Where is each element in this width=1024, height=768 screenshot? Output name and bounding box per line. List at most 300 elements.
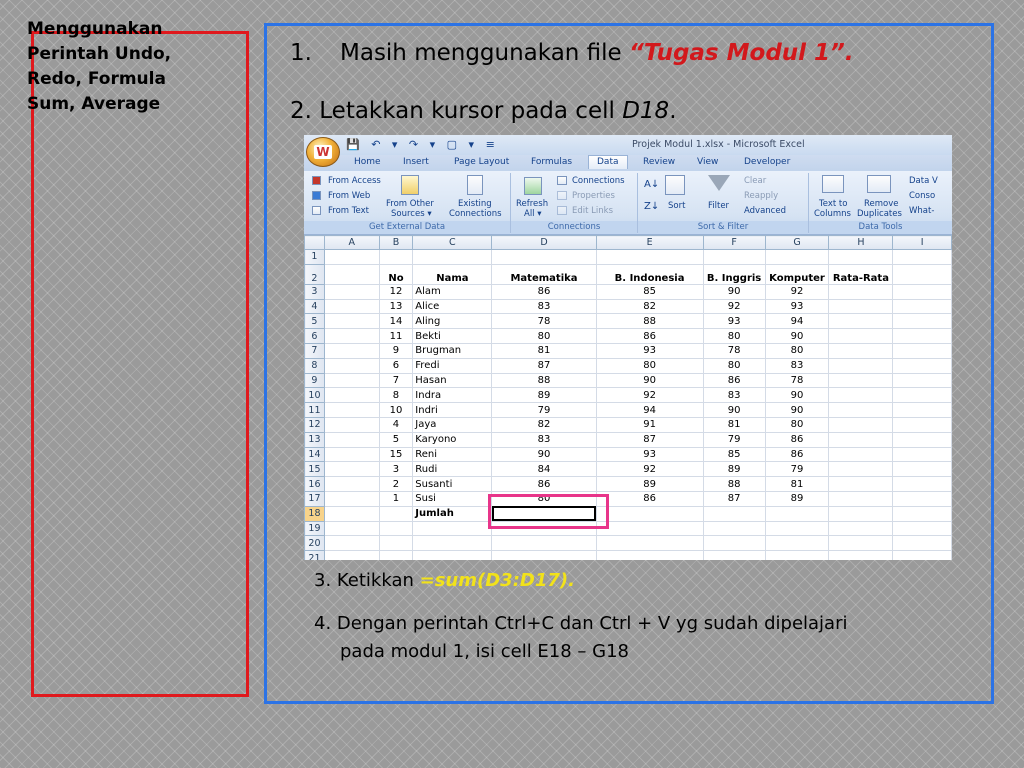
- cell[interactable]: [379, 521, 413, 536]
- row-header[interactable]: 10: [305, 388, 325, 403]
- cell-b-indonesia[interactable]: 86: [596, 329, 703, 344]
- cell[interactable]: [893, 477, 952, 492]
- cell-no[interactable]: 4: [379, 417, 413, 432]
- cell[interactable]: [829, 536, 893, 551]
- cell-matematika[interactable]: 80: [492, 329, 596, 344]
- cell-komputer[interactable]: 90: [765, 329, 829, 344]
- step-4-line-2: pada modul 1, isi cell E18 – G18: [340, 641, 630, 662]
- cell[interactable]: [324, 314, 379, 329]
- cell[interactable]: [703, 551, 765, 560]
- cell-rata-rata[interactable]: [829, 491, 893, 506]
- column-header-i[interactable]: I: [893, 236, 952, 250]
- cell-nama[interactable]: Jaya: [413, 417, 492, 432]
- text-to-columns-icon: [822, 175, 844, 193]
- refresh-label-1[interactable]: Refresh: [516, 199, 549, 209]
- remove-label-2[interactable]: Duplicates: [857, 209, 902, 219]
- cell-b-indonesia[interactable]: 93: [596, 343, 703, 358]
- from-web-button[interactable]: From Web: [328, 191, 371, 201]
- cell[interactable]: [765, 536, 829, 551]
- window-title: Projek Modul 1.xlsx - Microsoft Excel: [632, 139, 805, 150]
- cell[interactable]: [324, 264, 379, 284]
- cell[interactable]: [893, 491, 952, 506]
- cell[interactable]: [324, 551, 379, 560]
- spreadsheet-grid: [304, 235, 952, 560]
- cell-b-inggris[interactable]: 87: [703, 491, 765, 506]
- cell-no[interactable]: 13: [379, 299, 413, 314]
- cell[interactable]: [413, 250, 492, 265]
- column-header-g[interactable]: G: [765, 236, 829, 250]
- properties-icon: [557, 191, 567, 200]
- cell[interactable]: [324, 250, 379, 265]
- cell[interactable]: [413, 551, 492, 560]
- tab-page-layout[interactable]: Page Layout: [454, 157, 510, 167]
- header-no[interactable]: No: [379, 264, 413, 284]
- cell-nama[interactable]: Hasan: [413, 373, 492, 388]
- step-1-filename: “Tugas Modul 1”.: [629, 40, 854, 66]
- row-header[interactable]: 4: [305, 299, 325, 314]
- cell-b-indonesia[interactable]: 86: [596, 491, 703, 506]
- cell[interactable]: [379, 551, 413, 560]
- cell[interactable]: [893, 462, 952, 477]
- cell[interactable]: [324, 536, 379, 551]
- cell-rata-rata[interactable]: [829, 284, 893, 299]
- table-row: [305, 373, 952, 388]
- cell[interactable]: [324, 329, 379, 344]
- cell-matematika[interactable]: 82: [492, 417, 596, 432]
- cell-no[interactable]: 8: [379, 388, 413, 403]
- row-header[interactable]: 1: [305, 250, 325, 265]
- cell-komputer[interactable]: 80: [765, 343, 829, 358]
- row-header[interactable]: 16: [305, 477, 325, 492]
- cell-rata-rata[interactable]: [829, 388, 893, 403]
- cell[interactable]: [492, 250, 596, 265]
- cell[interactable]: [829, 521, 893, 536]
- cell-rata-rata[interactable]: [829, 462, 893, 477]
- cell-b-indonesia[interactable]: 90: [596, 373, 703, 388]
- clear-button[interactable]: Clear: [744, 176, 767, 186]
- cell[interactable]: [765, 250, 829, 265]
- cell[interactable]: [765, 506, 829, 521]
- cell-matematika[interactable]: 78: [492, 314, 596, 329]
- row-header[interactable]: 2: [305, 264, 325, 284]
- cell-no[interactable]: 3: [379, 462, 413, 477]
- group-data-tools: Data Tools: [809, 221, 952, 234]
- cell-no[interactable]: 7: [379, 373, 413, 388]
- sort-icon: [665, 175, 685, 195]
- cell-nama[interactable]: Rudi: [413, 462, 492, 477]
- table-row: [305, 551, 952, 560]
- cell-nama[interactable]: Brugman: [413, 343, 492, 358]
- table-row: [305, 536, 952, 551]
- cell[interactable]: [596, 536, 703, 551]
- cell[interactable]: [893, 299, 952, 314]
- cell[interactable]: [893, 373, 952, 388]
- header-komputer[interactable]: Komputer: [765, 264, 829, 284]
- column-header-c[interactable]: C: [413, 236, 492, 250]
- step-2-end: .: [669, 98, 677, 124]
- step-4: [314, 610, 974, 666]
- cell-no[interactable]: 14: [379, 314, 413, 329]
- row-header[interactable]: 3: [305, 284, 325, 299]
- access-icon: [312, 176, 321, 185]
- cell[interactable]: [324, 388, 379, 403]
- cell-rata-rata[interactable]: [829, 447, 893, 462]
- row-header[interactable]: 21: [305, 551, 325, 560]
- cell-b-inggris[interactable]: 92: [703, 299, 765, 314]
- office-logo-icon: W: [316, 145, 330, 159]
- row-header[interactable]: 8: [305, 358, 325, 373]
- cell[interactable]: [893, 432, 952, 447]
- from-text-button[interactable]: From Text: [328, 206, 369, 216]
- quick-access-toolbar[interactable]: 💾 ↶ ▾ ↷ ▾ ▢ ▾ ≡: [346, 138, 499, 151]
- cell-b-inggris[interactable]: 86: [703, 373, 765, 388]
- worksheet: [304, 235, 952, 560]
- web-icon: [312, 191, 321, 200]
- filter-icon: [708, 175, 730, 191]
- row-header[interactable]: 9: [305, 373, 325, 388]
- table-row-jumlah: [305, 506, 952, 521]
- cell-nama[interactable]: Susi: [413, 491, 492, 506]
- cell-rata-rata[interactable]: [829, 373, 893, 388]
- cell[interactable]: [893, 536, 952, 551]
- cell[interactable]: [893, 447, 952, 462]
- cell-matematika[interactable]: 86: [492, 477, 596, 492]
- cell[interactable]: [324, 477, 379, 492]
- cell-b-inggris[interactable]: 89: [703, 462, 765, 477]
- row-header[interactable]: 11: [305, 403, 325, 418]
- cell[interactable]: [379, 250, 413, 265]
- cell[interactable]: [379, 506, 413, 521]
- tab-review[interactable]: Review: [643, 157, 676, 167]
- table-row: [305, 388, 952, 403]
- existing-label-2[interactable]: Connections: [449, 209, 502, 219]
- cell-nama[interactable]: Alice: [413, 299, 492, 314]
- cell-matematika[interactable]: 83: [492, 432, 596, 447]
- cell-matematika[interactable]: 90: [492, 447, 596, 462]
- cell-rata-rata[interactable]: [829, 432, 893, 447]
- cell-b-inggris[interactable]: 85: [703, 447, 765, 462]
- cell[interactable]: [324, 491, 379, 506]
- cell-b-inggris[interactable]: 79: [703, 432, 765, 447]
- cell-b-indonesia[interactable]: 80: [596, 358, 703, 373]
- cell[interactable]: [893, 388, 952, 403]
- row-header[interactable]: 6: [305, 329, 325, 344]
- cell-no[interactable]: 10: [379, 403, 413, 418]
- tab-insert[interactable]: Insert: [403, 157, 429, 167]
- cell-b-indonesia[interactable]: 87: [596, 432, 703, 447]
- table-row: [305, 358, 952, 373]
- cell-matematika[interactable]: 83: [492, 299, 596, 314]
- cell[interactable]: [893, 417, 952, 432]
- row-header[interactable]: 13: [305, 432, 325, 447]
- select-all-corner[interactable]: [305, 236, 325, 250]
- from-access-button[interactable]: From Access: [328, 176, 381, 186]
- cell-nama[interactable]: Aling: [413, 314, 492, 329]
- header-rata-rata[interactable]: Rata-Rata: [829, 264, 893, 284]
- connections-button[interactable]: Connections: [572, 176, 625, 186]
- tab-home[interactable]: Home: [354, 157, 381, 167]
- cell-nama[interactable]: Karyono: [413, 432, 492, 447]
- header-nama[interactable]: Nama: [413, 264, 492, 284]
- office-button[interactable]: [306, 137, 340, 167]
- cell-b-inggris[interactable]: 81: [703, 417, 765, 432]
- cell-b-indonesia[interactable]: 89: [596, 477, 703, 492]
- cell-nama[interactable]: Alam: [413, 284, 492, 299]
- cell-b-inggris[interactable]: 88: [703, 477, 765, 492]
- cell-b-indonesia[interactable]: 88: [596, 314, 703, 329]
- cell-rata-rata[interactable]: [829, 417, 893, 432]
- row-header[interactable]: 18: [305, 506, 325, 521]
- cell-rata-rata[interactable]: [829, 343, 893, 358]
- table-row: [305, 491, 952, 506]
- cell[interactable]: [765, 551, 829, 560]
- cell[interactable]: [596, 521, 703, 536]
- row-header[interactable]: 15: [305, 462, 325, 477]
- step-3-text: 3. Ketikkan: [314, 570, 420, 591]
- cell-komputer[interactable]: 92: [765, 284, 829, 299]
- cell[interactable]: [893, 521, 952, 536]
- cell[interactable]: [765, 521, 829, 536]
- cell[interactable]: [893, 264, 952, 284]
- text-to-label-2[interactable]: Columns: [814, 209, 851, 219]
- data-validation-button[interactable]: Data V: [909, 176, 938, 186]
- cell[interactable]: [413, 536, 492, 551]
- filter-button[interactable]: Filter: [708, 201, 730, 211]
- step-3-formula: =sum(D3:D17).: [419, 570, 575, 591]
- column-header-h[interactable]: H: [829, 236, 893, 250]
- text-to-label-1[interactable]: Text to: [819, 199, 848, 209]
- data-rows: [305, 284, 952, 506]
- cell-b-indonesia[interactable]: 91: [596, 417, 703, 432]
- cell[interactable]: [703, 506, 765, 521]
- step-1-number: 1.: [290, 40, 312, 66]
- table-row: [305, 284, 952, 299]
- cell-komputer[interactable]: 81: [765, 477, 829, 492]
- highlight-d18-box: [488, 494, 609, 529]
- cell-rata-rata[interactable]: [829, 477, 893, 492]
- table-row: [305, 417, 952, 432]
- advanced-button[interactable]: Advanced: [744, 206, 786, 216]
- row-header[interactable]: 7: [305, 343, 325, 358]
- cell[interactable]: [703, 521, 765, 536]
- sort-za-icon[interactable]: Z↓: [644, 201, 660, 212]
- cell-no[interactable]: 15: [379, 447, 413, 462]
- row-header[interactable]: 14: [305, 447, 325, 462]
- cell[interactable]: [829, 551, 893, 560]
- cell[interactable]: [893, 314, 952, 329]
- tab-data[interactable]: Data: [588, 155, 628, 169]
- cell-nama[interactable]: Fredi: [413, 358, 492, 373]
- cell[interactable]: [324, 506, 379, 521]
- cell[interactable]: [379, 536, 413, 551]
- cell-matematika[interactable]: 86: [492, 284, 596, 299]
- cell-no[interactable]: 6: [379, 358, 413, 373]
- from-other-sources-icon: [401, 175, 419, 195]
- cell-matematika[interactable]: 88: [492, 373, 596, 388]
- tab-formulas[interactable]: Formulas: [531, 157, 573, 167]
- cell-komputer[interactable]: 89: [765, 491, 829, 506]
- cell-b-inggris[interactable]: 80: [703, 358, 765, 373]
- cell-no[interactable]: 9: [379, 343, 413, 358]
- column-header-row: [305, 236, 952, 250]
- cell-no[interactable]: 1: [379, 491, 413, 506]
- cell-b-inggris[interactable]: 78: [703, 343, 765, 358]
- tab-developer[interactable]: Developer: [744, 157, 791, 167]
- cell[interactable]: [893, 358, 952, 373]
- row-header[interactable]: 20: [305, 536, 325, 551]
- header-b-indonesia[interactable]: B. Indonesia: [596, 264, 703, 284]
- cell-matematika[interactable]: 81: [492, 343, 596, 358]
- cell-no[interactable]: 2: [379, 477, 413, 492]
- column-header-a[interactable]: A: [324, 236, 379, 250]
- cell[interactable]: [324, 358, 379, 373]
- row-header[interactable]: 12: [305, 417, 325, 432]
- refresh-label-2[interactable]: All ▾: [524, 209, 542, 219]
- header-b-inggris[interactable]: B. Inggris: [703, 264, 765, 284]
- ribbon-data: [304, 171, 952, 235]
- from-other-label-1[interactable]: From Other: [386, 199, 434, 209]
- cell[interactable]: [596, 506, 703, 521]
- edit-links-button[interactable]: Edit Links: [572, 206, 613, 216]
- table-row: [305, 521, 952, 536]
- cell[interactable]: [324, 417, 379, 432]
- cell-b-inggris[interactable]: 80: [703, 329, 765, 344]
- cell[interactable]: [893, 403, 952, 418]
- cell-komputer[interactable]: 94: [765, 314, 829, 329]
- cell-rata-rata[interactable]: [829, 299, 893, 314]
- header-matematika[interactable]: Matematika: [492, 264, 596, 284]
- cell-b-indonesia[interactable]: 92: [596, 462, 703, 477]
- table-row: [305, 477, 952, 492]
- excel-titlebar: [304, 135, 952, 159]
- from-other-label-2[interactable]: Sources ▾: [391, 209, 432, 219]
- cell-nama[interactable]: Bekti: [413, 329, 492, 344]
- column-header-b[interactable]: B: [379, 236, 413, 250]
- cell-komputer[interactable]: 93: [765, 299, 829, 314]
- existing-connections-icon: [467, 175, 483, 195]
- cell-matematika[interactable]: 79: [492, 403, 596, 418]
- cell[interactable]: [324, 432, 379, 447]
- cell-matematika[interactable]: 84: [492, 462, 596, 477]
- column-header-e[interactable]: E: [596, 236, 703, 250]
- ribbon-tabs: [304, 155, 952, 171]
- group-connections: Connections: [511, 221, 637, 234]
- cell[interactable]: [492, 551, 596, 560]
- cell-rata-rata[interactable]: [829, 329, 893, 344]
- cell[interactable]: [324, 403, 379, 418]
- cell[interactable]: [324, 299, 379, 314]
- cell[interactable]: [703, 536, 765, 551]
- cell-nama[interactable]: Indra: [413, 388, 492, 403]
- cell-b-indonesia[interactable]: 94: [596, 403, 703, 418]
- cell-nama[interactable]: Susanti: [413, 477, 492, 492]
- step-2: [290, 98, 677, 124]
- cell[interactable]: [324, 462, 379, 477]
- cell-komputer[interactable]: 79: [765, 462, 829, 477]
- table-row: [305, 299, 952, 314]
- cell-komputer[interactable]: 86: [765, 432, 829, 447]
- cell-b-indonesia[interactable]: 82: [596, 299, 703, 314]
- table-row: [305, 462, 952, 477]
- cell-matematika[interactable]: 80: [492, 491, 596, 506]
- cell-komputer[interactable]: 90: [765, 388, 829, 403]
- cell[interactable]: [893, 343, 952, 358]
- reapply-button[interactable]: Reapply: [744, 191, 779, 201]
- cell-matematika[interactable]: 87: [492, 358, 596, 373]
- jumlah-label[interactable]: Jumlah: [413, 506, 492, 521]
- existing-label-1[interactable]: Existing: [458, 199, 492, 209]
- cell-no[interactable]: 5: [379, 432, 413, 447]
- cell[interactable]: [413, 521, 492, 536]
- cell[interactable]: [893, 506, 952, 521]
- cell-b-inggris[interactable]: 90: [703, 284, 765, 299]
- cell-no[interactable]: 12: [379, 284, 413, 299]
- cell[interactable]: [324, 284, 379, 299]
- cell[interactable]: [324, 373, 379, 388]
- group-sort-filter: Sort & Filter: [638, 221, 808, 234]
- step-3: [314, 570, 575, 591]
- column-header-d[interactable]: D: [492, 236, 596, 250]
- cell-matematika[interactable]: 89: [492, 388, 596, 403]
- cell[interactable]: [492, 536, 596, 551]
- cell-b-indonesia[interactable]: 92: [596, 388, 703, 403]
- cell-b-inggris[interactable]: 93: [703, 314, 765, 329]
- cell[interactable]: [324, 521, 379, 536]
- cell[interactable]: [893, 284, 952, 299]
- cell-b-inggris[interactable]: 83: [703, 388, 765, 403]
- cell[interactable]: [893, 250, 952, 265]
- table-row: [305, 403, 952, 418]
- cell[interactable]: [829, 506, 893, 521]
- cell-nama[interactable]: Indri: [413, 403, 492, 418]
- sort-button[interactable]: Sort: [668, 201, 686, 211]
- cell-b-inggris[interactable]: 90: [703, 403, 765, 418]
- cell-komputer[interactable]: 86: [765, 447, 829, 462]
- cell[interactable]: [324, 343, 379, 358]
- row-header[interactable]: 17: [305, 491, 325, 506]
- what-if-button[interactable]: What-: [909, 206, 935, 216]
- remove-label-1[interactable]: Remove: [864, 199, 899, 209]
- cell[interactable]: [893, 551, 952, 560]
- row-header[interactable]: 19: [305, 521, 325, 536]
- left-panel: [31, 31, 249, 697]
- row-header[interactable]: 5: [305, 314, 325, 329]
- edit-links-icon: [557, 206, 567, 215]
- cell-komputer[interactable]: 83: [765, 358, 829, 373]
- cell-nama[interactable]: Reni: [413, 447, 492, 462]
- cell-no[interactable]: 11: [379, 329, 413, 344]
- cell[interactable]: [596, 250, 703, 265]
- cell-komputer[interactable]: 78: [765, 373, 829, 388]
- cell-komputer[interactable]: 90: [765, 403, 829, 418]
- cell[interactable]: [829, 250, 893, 265]
- cell-rata-rata[interactable]: [829, 358, 893, 373]
- properties-button[interactable]: Properties: [572, 191, 615, 201]
- cell-b-indonesia[interactable]: 85: [596, 284, 703, 299]
- tab-view[interactable]: View: [697, 157, 719, 167]
- cell-b-indonesia[interactable]: 93: [596, 447, 703, 462]
- sort-az-icon[interactable]: A↓: [644, 179, 660, 190]
- cell[interactable]: [703, 250, 765, 265]
- consolidate-button[interactable]: Conso: [909, 191, 936, 201]
- cell-rata-rata[interactable]: [829, 314, 893, 329]
- cell[interactable]: [893, 329, 952, 344]
- cell[interactable]: [596, 551, 703, 560]
- cell-komputer[interactable]: 80: [765, 417, 829, 432]
- cell-rata-rata[interactable]: [829, 403, 893, 418]
- cell[interactable]: [324, 447, 379, 462]
- column-header-f[interactable]: F: [703, 236, 765, 250]
